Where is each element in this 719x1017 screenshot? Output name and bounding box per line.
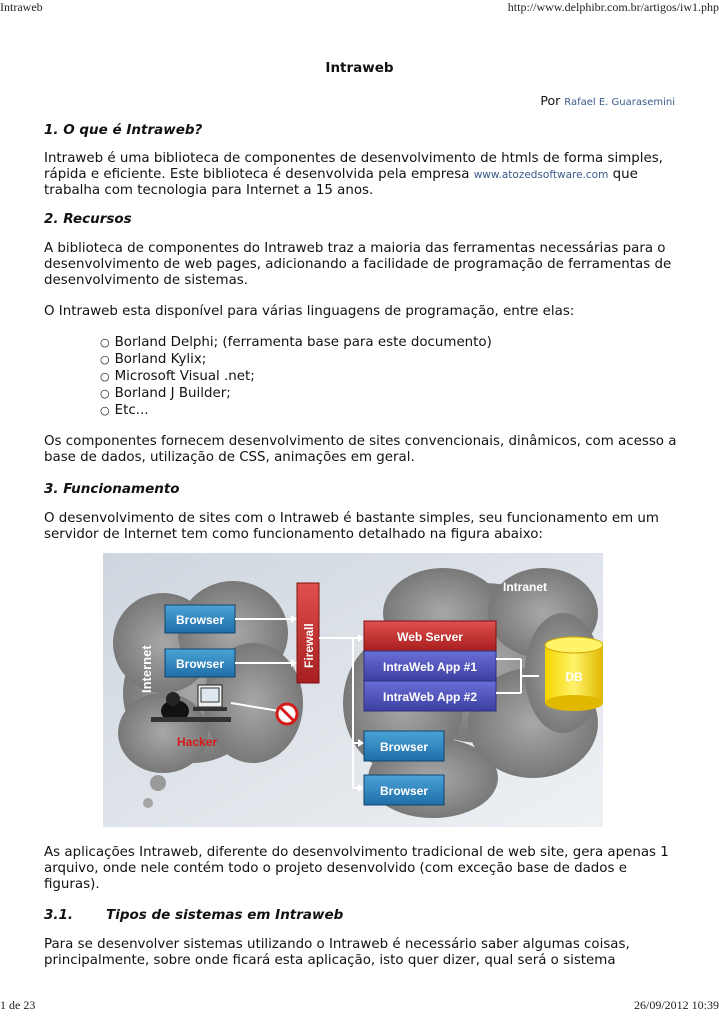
app-1-label: IntraWeb App #1 <box>382 660 478 674</box>
browser-label: Browser <box>379 784 429 798</box>
section-2-paragraph-2: O Intraweb esta disponível para várias linguagens de programação, entre elas: <box>44 304 575 319</box>
section-3-paragraph-2 <box>44 845 684 893</box>
text-line: Intraweb é uma biblioteca de componentes de desenvolvimento de htmls de forma simples, <box>44 151 663 166</box>
section-1-heading: 1. O que é Intraweb? <box>44 122 203 138</box>
section-3-1-number: 3.1. <box>44 907 74 923</box>
text-line: desenvolvimento de sistemas. <box>44 273 249 288</box>
text-span: rápida e eficiente. Este biblioteca é desenvolvida pela empresa <box>44 167 470 182</box>
internet-label: Internet <box>139 645 154 693</box>
byline-prefix: Por <box>540 93 561 108</box>
text-line: desenvolvimento de web pages, adicionando a facilidade de programação de ferramentas de <box>44 257 672 272</box>
text-line <box>44 167 684 183</box>
byline <box>540 93 675 108</box>
section-3-paragraph-1 <box>44 511 684 543</box>
list-item: ○ Microsoft Visual .net; <box>100 368 492 385</box>
browser-label: Browser <box>175 613 225 627</box>
text-line: arquivo, onde nele contém todo o projeto desenvolvido (com exceção base de dados e <box>44 861 627 876</box>
web-server-label: Web Server <box>397 630 463 644</box>
author-name: Rafael E. Guarasemini <box>564 97 675 108</box>
section-3-1-paragraph <box>44 937 684 969</box>
browser-header-url: http://www.delphibr.com.br/artigos/iw1.php <box>507 0 719 14</box>
text-line: figuras). <box>44 877 100 892</box>
app-2-label: IntraWeb App #2 <box>382 690 478 704</box>
text-line: principalmente, sobre onde ficará esta aplicação, isto quer dizer, qual será o sistema <box>44 953 616 968</box>
text-span: que <box>612 167 638 182</box>
db-label: DB <box>565 670 583 684</box>
intranet-label: Intranet <box>503 580 548 594</box>
list-item: ○ Etc... <box>100 402 492 419</box>
text-line: A biblioteca de componentes do Intraweb traz a maioria das ferramentas necessárias para o <box>44 241 666 256</box>
text-line: trabalha com tecnologia para Internet a 15 anos. <box>44 183 374 198</box>
list-item: ○ Borland J Builder; <box>100 385 492 402</box>
list-item: ○ Borland Delphi; (ferramenta base para este documento) <box>100 334 492 351</box>
page-title: Intraweb <box>325 60 394 76</box>
text-line: servidor de Internet tem como funcionamento detalhado na figura abaixo: <box>44 527 543 542</box>
section-2-paragraph-3 <box>44 434 684 466</box>
section-2-heading: 2. Recursos <box>44 211 132 227</box>
text-line: base de dados, utilização de CSS, animações em geral. <box>44 450 415 465</box>
section-3-1-title: Tipos de sistemas em Intraweb <box>106 907 344 923</box>
browser-header-title: Intraweb <box>0 0 43 14</box>
text-line: Os componentes fornecem desenvolvimento de sites convencionais, dinâmicos, com acesso a <box>44 434 677 449</box>
section-1-paragraph <box>44 151 684 199</box>
text-line: Para se desenvolver sistemas utilizando o Intraweb é necessário saber algumas coisas, <box>44 937 630 952</box>
section-3-heading: 3. Funcionamento <box>44 481 180 497</box>
company-link[interactable]: www.atozedsoftware.com <box>473 169 609 181</box>
browser-label: Browser <box>379 740 429 754</box>
text-line: O desenvolvimento de sites com o Intraweb é bastante simples, seu funcionamento em um <box>44 511 659 526</box>
firewall-label: Firewall <box>302 623 316 668</box>
hacker-label: Hacker <box>177 735 218 749</box>
text-line: As aplicações Intraweb, diferente do desenvolvimento tradicional de web site, gera apenas 1 <box>44 845 669 860</box>
list-item: ○ Borland Kylix; <box>100 351 492 368</box>
architecture-diagram <box>103 553 603 827</box>
browser-label: Browser <box>175 657 225 671</box>
languages-list <box>100 334 492 419</box>
print-timestamp: 26/09/2012 10:39 <box>633 998 719 1012</box>
section-2-paragraph-1 <box>44 241 684 289</box>
page-counter: 1 de 23 <box>0 998 36 1012</box>
